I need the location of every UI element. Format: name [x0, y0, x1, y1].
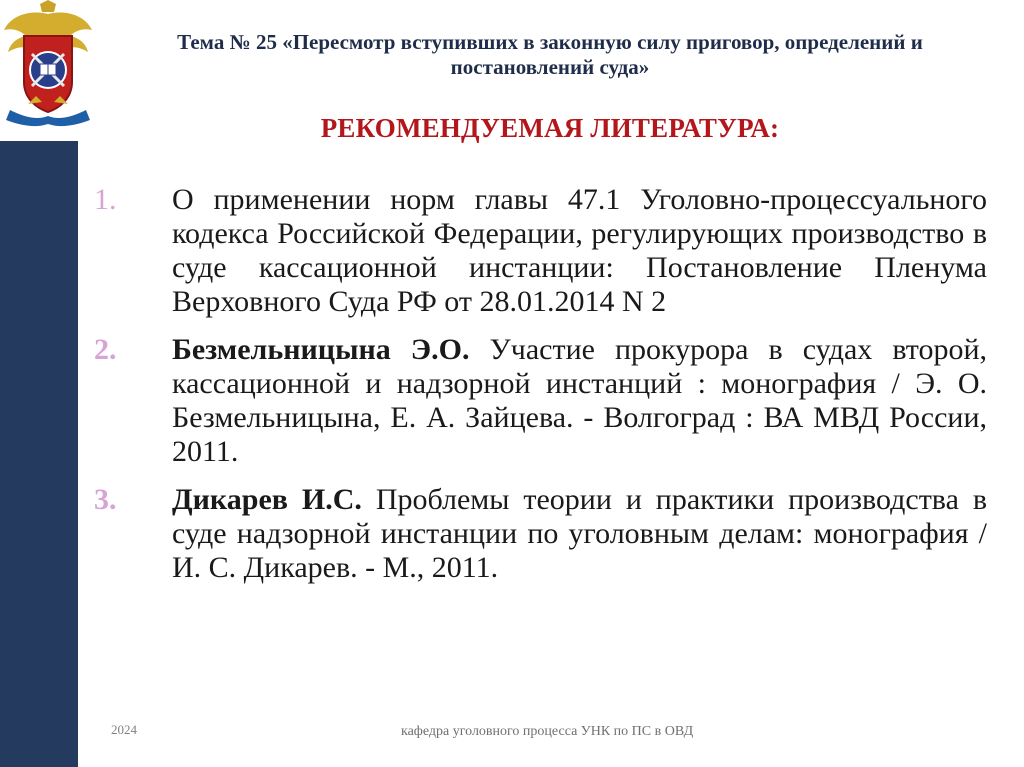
footer-department: кафедра уголовного процесса УНК по ПС в ОВД	[401, 724, 694, 739]
slide-subtitle: РЕКОМЕНДУЕМАЯ ЛИТЕРАТУРА:	[320, 113, 780, 143]
list-item-body: Проблемы теории и практики производства в суде надзорной инстанции по уголовным делам: монография / И. С. Дикарев. - М., 2011.	[172, 483, 987, 584]
list-item-number: 1.	[94, 183, 117, 216]
list-item-author: Безмельницына Э.О.	[172, 333, 470, 366]
list-item	[94, 483, 987, 585]
list-item	[94, 183, 987, 319]
list-item	[94, 333, 987, 469]
list-item-text	[172, 183, 987, 319]
list-item-number: 3.	[94, 483, 117, 516]
list-item-author: Дикарев И.С.	[172, 483, 362, 516]
sidebar-bar	[0, 141, 78, 767]
list-item-text	[172, 483, 987, 585]
list-item-number: 2.	[94, 333, 117, 366]
slide-title: Тема № 25 «Пересмотр вступивших в законную силу приговор, определений и постановлений суда»	[177, 30, 923, 79]
list-item-body: О применении норм главы 47.1 Уголовно-процессуального кодекса Российской Федерации, регулирующих производство в суде кассационной инстанции: Постановление Пленума Верховного Суда РФ от 28.01.2014 N 2	[172, 183, 987, 318]
list-item-body: Участие прокурора в судах второй, кассационной и надзорной инстанций : монография / Э. О. Безмельницына, Е. А. Зайцева. - Волгоград : ВА МВД России, 2011.	[172, 333, 987, 468]
footer-year: 2024	[111, 722, 137, 737]
list-item-text	[172, 333, 987, 469]
literature-list	[94, 183, 987, 599]
eagle-emblem-icon	[2, 0, 94, 128]
